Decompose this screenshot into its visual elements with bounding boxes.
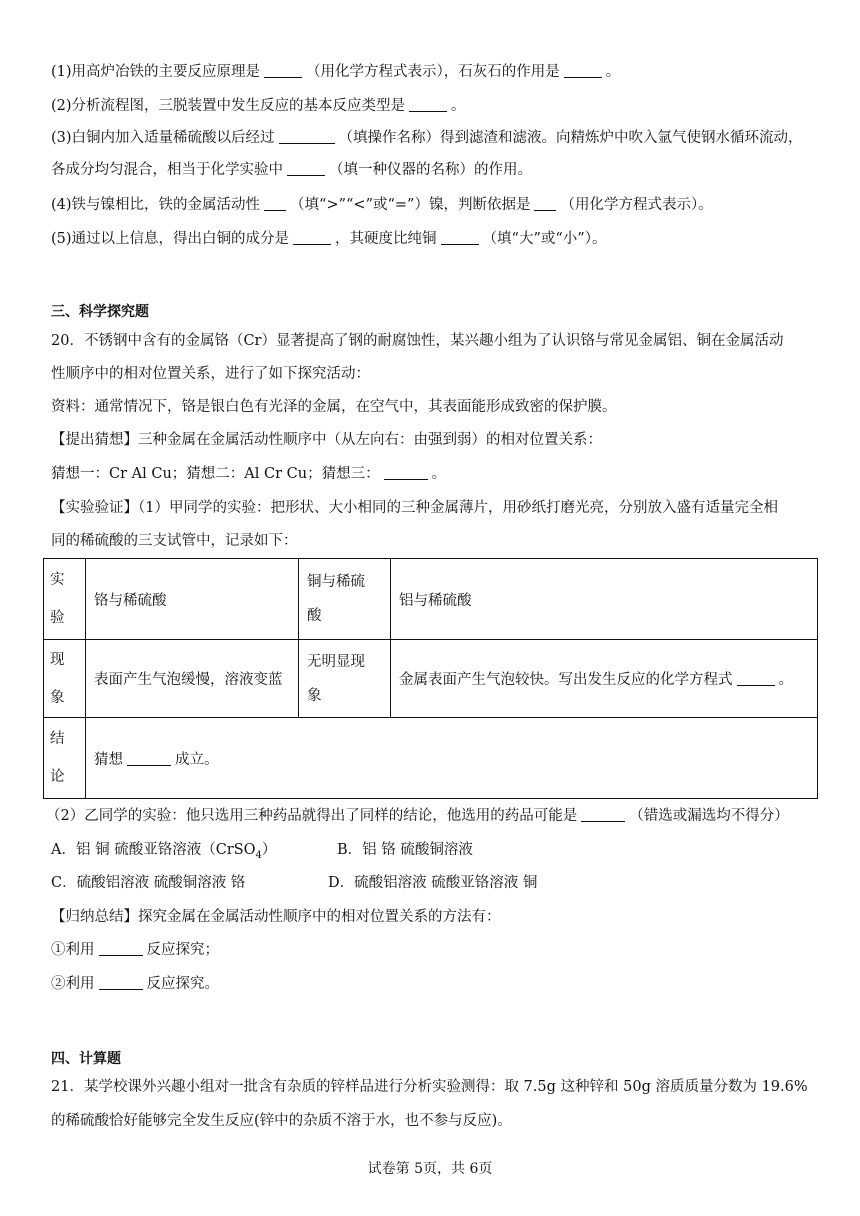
q20-verify: 【实验验证】（1）甲同学的实验：把形状、大小相同的三种金属薄片，用砂纸打磨光亮，分别放入盛有适量完全相 [51,500,778,516]
q19-part4: (4)铁与镍相比，铁的金属活动性 （填“>”“<”或“=”）镍，判断依据是 （用化学方程式表示）。 [51,197,713,213]
section-heading: 三、科学探究题 [51,304,149,320]
option-a: A．铝 铜 硫酸亚铬溶液（CrSO$_4$） [51,842,277,861]
option-c: C．硫酸铝溶液 硫酸铜溶液 铬 [51,875,246,891]
option-b: B．铝 铬 硫酸铜溶液 [337,842,473,858]
section-heading: 四、计算题 [51,1051,121,1067]
q19-part3-cont: 各成分均匀混合，相当于化学实验中 （填一种仪器的名称）的作用。 [51,162,532,178]
q19-part1: (1)用高炉冶铁的主要反应原理是 （用化学方程式表示），石灰石的作用是 。 [51,64,621,80]
table-cell: 猜想 成立。 [86,718,818,799]
answer-blank [293,229,331,245]
q20-method-2: ②利用 反应探究。 [51,976,219,992]
answer-blank [99,974,143,990]
q19-part2: (2)分析流程图，三脱装置中发生反应的基本反应类型是 。 [51,98,466,114]
page-footer: 试卷第 5页，共 6页 [367,1161,493,1177]
q20-hypothesis-title: 【提出猜想】三种金属在金属活动性顺序中（从左向右：由强到弱）的相对位置关系： [51,432,602,448]
q20-hypotheses: 猜想一：Cr Al Cu；猜想二：Al Cr Cu；猜想三： 。 [51,466,447,482]
table-cell: 表面产生气泡缓慢，溶液变蓝 [86,640,299,718]
table-row [44,640,818,718]
q20-intro-cont: 性顺序中的相对位置关系，进行了如下探究活动： [51,366,370,382]
answer-blank [264,62,302,78]
answer-blank [279,128,335,144]
table-cell: 铜与稀硫 酸 [299,559,391,640]
experiment-table [43,558,818,799]
q19-part5: (5)通过以上信息，得出白铜的成分是 ，其硬度比纯铜 （填“大”或“小”）。 [51,231,607,247]
table-row [44,718,818,799]
answer-blank [99,940,143,956]
q20-intro: 20．不锈钢中含有的金属铬（Cr）显著提高了钢的耐腐蚀性，某兴趣小组为了认识铬与常见金属铝、铜在金属活动 [51,333,784,349]
answer-blank [409,96,447,112]
answer-blank [564,62,602,78]
q19-part3: (3)白铜内加入适量稀硫酸以后经过 （填操作名称）得到滤渣和滤液。向精炼炉中吹入氩气使钢水循环流动， [51,130,803,146]
q20-summary: 【归纳总结】探究金属在金属活动性顺序中的相对位置关系的方法有： [51,909,501,925]
q20-verify-cont: 同的稀硫酸的三支试管中，记录如下： [51,533,298,549]
table-row [44,559,818,640]
table-cell: 无明显现 象 [299,640,391,718]
q21-text: 21．某学校课外兴趣小组对一批含有杂质的锌样品进行分析实验测得：取 7.5g 这种锌和 50g 溶质质量分数为 19.6% [51,1079,808,1095]
q20-info: 资料：通常情况下，铬是银白色有光泽的金属，在空气中，其表面能形成致密的保护膜。 [51,399,617,415]
answer-blank [737,670,775,686]
answer-blank [534,195,556,211]
table-header-cell: 实 验 [44,559,86,640]
answer-blank [581,806,625,822]
answer-blank [264,195,286,211]
table-cell: 铬与稀硫酸 [86,559,299,640]
table-header-cell: 现 象 [44,640,86,718]
q21-text-cont: 的稀硫酸恰好能够完全发生反应(锌中的杂质不溶于水，也不参与反应)。 [51,1113,512,1129]
table-cell: 金属表面产生气泡较快。写出发生反应的化学方程式 。 [391,640,818,718]
answer-blank [441,229,479,245]
option-d: D．硫酸铝溶液 硫酸亚铬溶液 铜 [328,875,538,891]
q20-part2: （2）乙同学的实验：他只选用三种药品就得出了同样的结论，他选用的药品可能是 （错选或漏选均不得分） [46,808,789,824]
answer-blank [384,464,428,480]
answer-blank [287,160,325,176]
table-header-cell: 结 论 [44,718,86,799]
answer-blank [127,750,171,766]
table-cell: 铝与稀硫酸 [391,559,818,640]
q20-method-1: ①利用 反应探究； [51,942,219,958]
